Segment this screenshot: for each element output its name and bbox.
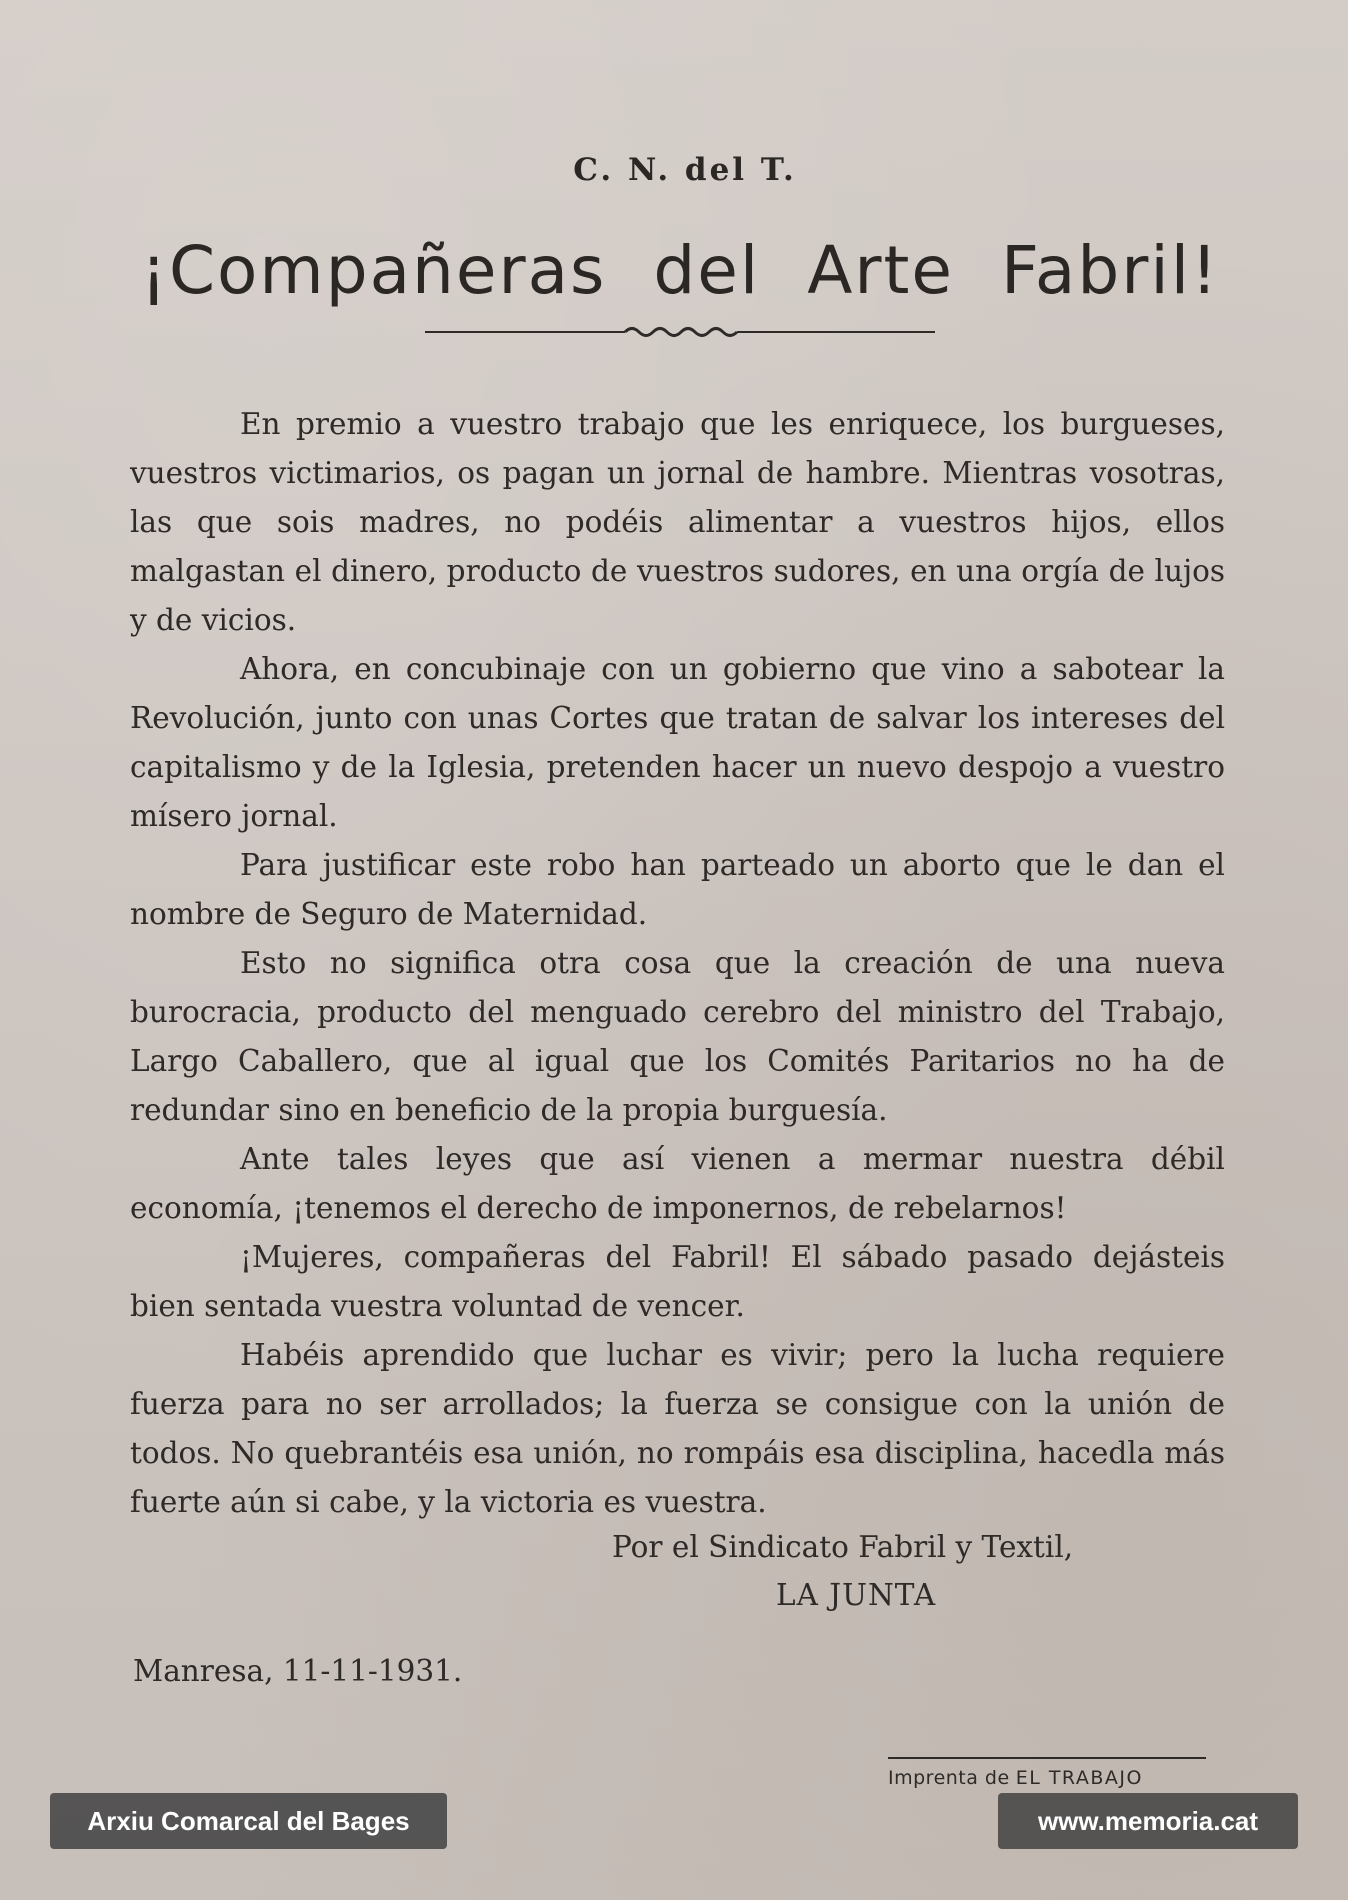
printer-name: EL TRABAJO	[1015, 1767, 1143, 1789]
paragraph: Para justificar este robo han parteado un aborto que le dan el nombre de Seguro de Maternidad.	[130, 848, 1225, 931]
printer-rule	[888, 1757, 1206, 1759]
signature-line: Por el Sindicato Fabril y Textil,	[612, 1530, 1074, 1564]
organization-heading: C. N. del T.	[573, 152, 797, 188]
signatory: LA JUNTA	[776, 1578, 937, 1612]
ornament-divider	[425, 320, 935, 344]
body-text	[130, 400, 1225, 1527]
document-title: ¡Compañeras del Arte Fabril!	[140, 232, 1220, 309]
paragraph: Habéis aprendido que luchar es vivir; pero la lucha requiere fuerza para no ser arrollados; la fuerza se consigue con la unión de todos. No quebrantéis esa unión, no rompáis esa disciplina, hacedla más fuerte aún si cabe, y la victoria es vuestra.	[130, 1338, 1225, 1519]
paragraph: Ante tales leyes que así vienen a mermar nuestra débil economía, ¡tenemos el derecho de imponernos, de rebelarnos!	[130, 1142, 1225, 1225]
place-date: Manresa, 11-11-1931.	[133, 1654, 463, 1688]
website-watermark: www.memoria.cat	[998, 1793, 1298, 1849]
paragraph: Esto no significa otra cosa que la creación de una nueva burocracia, producto del menguado cerebro del ministro del Trabajo, Largo Caballero, que al igual que los Comités Paritarios no ha de redundar sino en beneficio de la propia burguesía.	[130, 946, 1225, 1127]
archive-watermark: Arxiu Comarcal del Bages	[50, 1793, 447, 1849]
paragraph: En premio a vuestro trabajo que les enriquece, los burgueses, vuestros victimarios, os pagan un jornal de hambre. Mientras vosotras, las que sois madres, no podéis alimentar a vuestros hijos, ellos malgastan el dinero, producto de vuestros sudores, en una orgía de lujos y de vicios.	[130, 407, 1225, 637]
paragraph: Ahora, en concubinaje con un gobierno que vino a sabotear la Revolución, junto con unas Cortes que tratan de salvar los intereses del capitalismo y de la Iglesia, pretenden hacer un nuevo despojo a vuestro mísero jornal.	[130, 652, 1225, 833]
printer-credit	[888, 1767, 1143, 1789]
printer-prefix: Imprenta de	[888, 1767, 1010, 1789]
paragraph: ¡Mujeres, compañeras del Fabril! El sábado pasado dejásteis bien sentada vuestra voluntad de vencer.	[130, 1240, 1225, 1323]
